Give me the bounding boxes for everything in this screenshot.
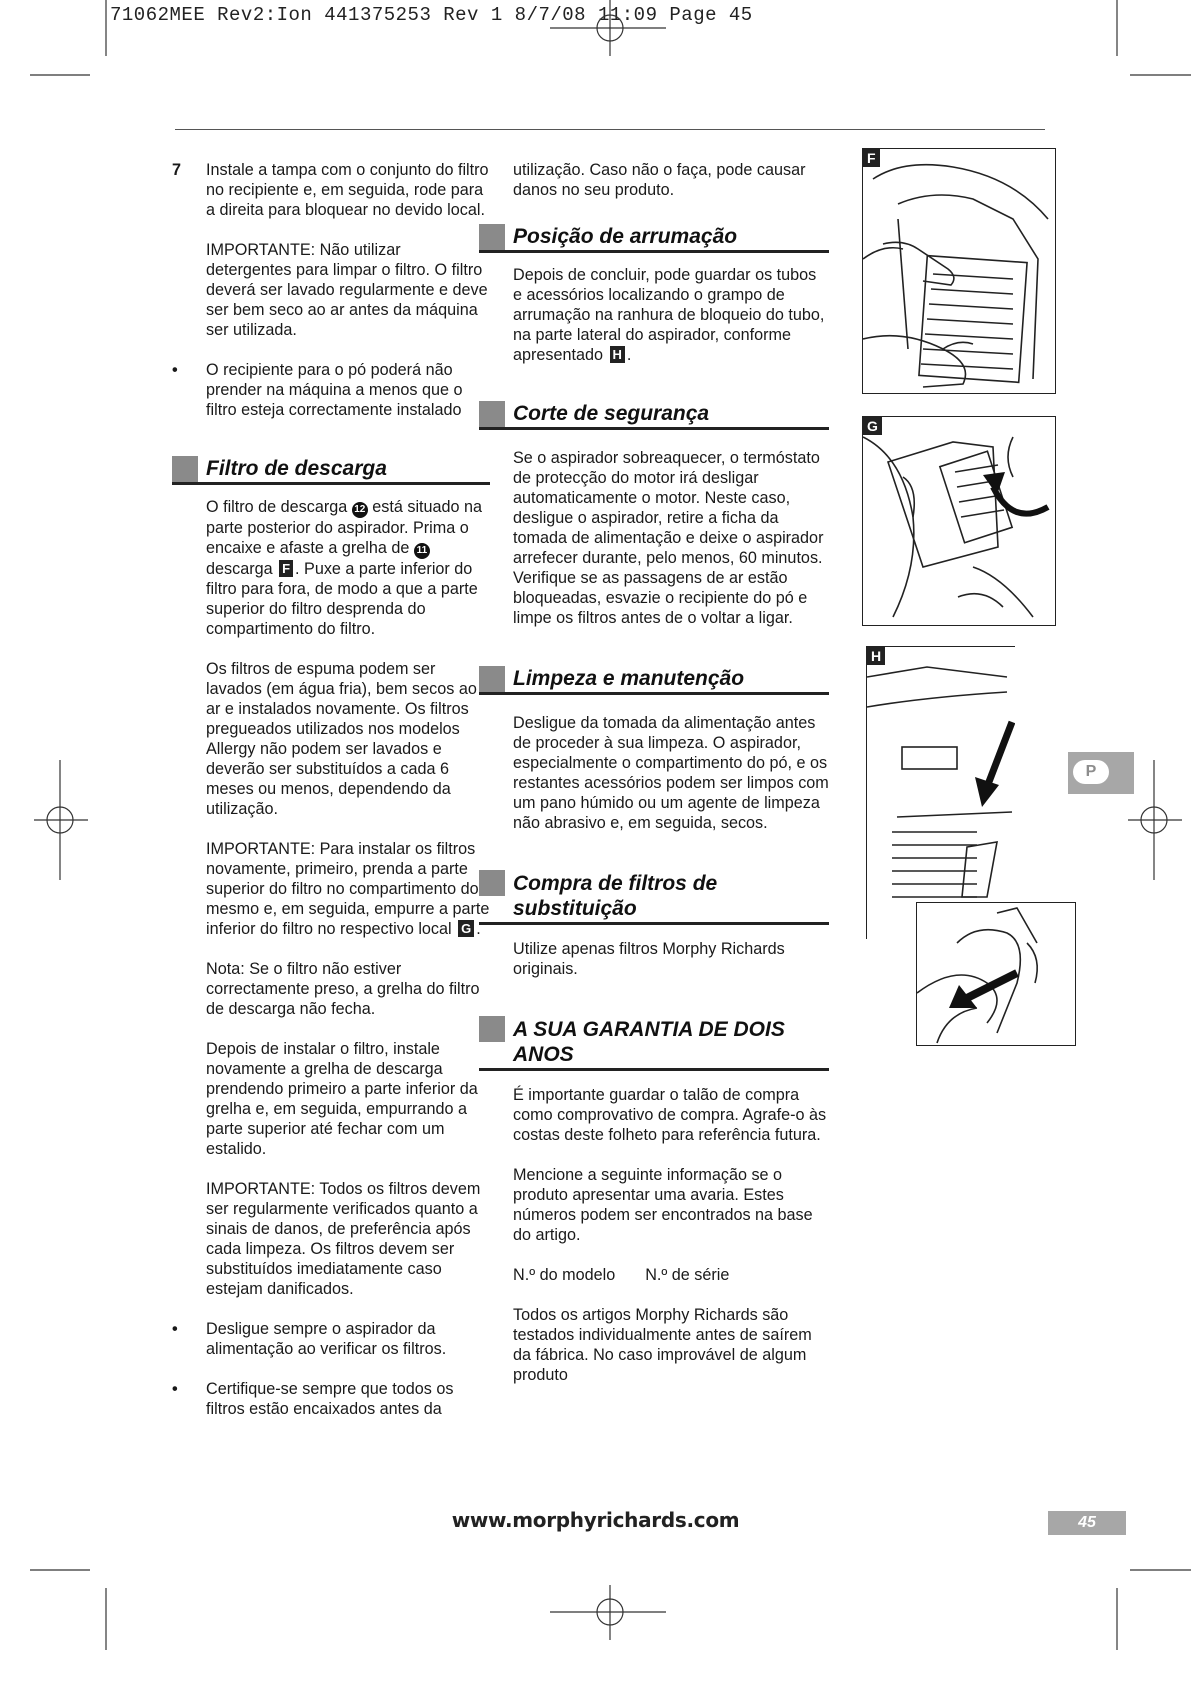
filtro-paragraph-6: IMPORTANTE: Todos os filtros devem ser regularmente verificados quanto a sinais de danos, de preferência após cada limpeza. Os filtros devem ser substituídos imediatamente caso estejam danificados. xyxy=(206,1180,481,1298)
heading-text: A SUA GARANTIA DE DOIS ANOS xyxy=(513,1018,785,1066)
filtro-paragraph-1 xyxy=(172,497,490,639)
corte-paragraph: Se o aspirador sobreaquecer, o termóstato de protecção do motor irá desligar automaticamente o motor. Neste caso, desligue o aspirador, retire a ficha da tomada de alimentação e deixe o aspirador arrefecer durante, pelo menos, 60 minutos. Verifique se as passagens de ar estão bloqueadas, esvazie o recipiente do pó e limpe os filtros antes de o voltar a ligar. xyxy=(513,449,824,627)
figure-g-label: G xyxy=(863,417,882,435)
compra-paragraph: Utilize apenas filtros Morphy Richards originais. xyxy=(513,940,785,978)
figure-h-label: H xyxy=(867,647,885,665)
figure-h xyxy=(866,646,1082,1046)
posicao-paragraph xyxy=(513,265,829,365)
heading-block xyxy=(479,666,505,692)
step-7 xyxy=(172,160,490,220)
figure-ref-f: F xyxy=(279,560,293,577)
text-run: . xyxy=(476,920,481,938)
figure-g xyxy=(862,416,1056,626)
figure-f-illustration xyxy=(863,149,1055,393)
text-run: IMPORTANTE: Para instalar os filtros novamente, primeiro, prenda a parte superior do filtro no compartimento do mesmo e, em seguida, empurre a parte inferior do filtro no respectivo local xyxy=(206,840,490,938)
heading-limpeza-e-manutencao xyxy=(479,664,829,695)
bullet-text: Certifique-se sempre que todos os filtros estão encaixados antes da xyxy=(206,1380,454,1418)
figure-h-illustration xyxy=(867,647,1015,939)
figure-f xyxy=(862,148,1056,394)
heading-text: Posição de arrumação xyxy=(513,225,738,248)
continuation-text: utilização. Caso não o faça, pode causar danos no seu produto. xyxy=(513,161,806,199)
footer-website: www.morphyrichards.com xyxy=(451,1508,740,1532)
column-left xyxy=(172,160,490,1439)
column-middle xyxy=(513,160,829,1405)
language-tab xyxy=(1068,752,1134,794)
bullet-mark: • xyxy=(172,1320,178,1338)
language-tab-label: P xyxy=(1073,760,1109,784)
step-7-text: Instale a tampa com o conjunto do filtro no recipiente e, em seguida, rode para a direita para bloquear no devido local. xyxy=(206,161,489,219)
bullet-item xyxy=(172,1379,490,1419)
number-12-icon: 12 xyxy=(352,502,368,518)
figure-ref-g: G xyxy=(458,920,474,937)
limpeza-paragraph: Desligue da tomada da alimentação antes de proceder à sua limpeza. O aspirador, especialmente o compartimento do pó, e os restantes acessórios podem ser limpos com um pano húmido ou um agente de limpeza não abrasivo e, em seguida, secos. xyxy=(513,714,829,832)
garantia-paragraph-3: Todos os artigos Morphy Richards são testados individualmente antes de saírem da fábrica. No caso improvável de algum produto xyxy=(513,1306,812,1384)
heading-corte-de-seguranca xyxy=(479,399,829,430)
printer-slug: 71062MEE Rev2:Ion 441375253 Rev 1 8/7/08 11:09 Page 45 xyxy=(110,4,753,26)
top-rule xyxy=(175,129,1045,130)
heading-filtro-de-descarga xyxy=(172,454,490,485)
page-number: 45 xyxy=(1048,1511,1126,1535)
heading-posicao-de-arrumacao xyxy=(479,222,829,253)
heading-text: Compra de filtros de substituição xyxy=(513,872,718,920)
heading-block xyxy=(479,1016,505,1042)
filtro-paragraph-2: Os filtros de espuma podem ser lavados (em água fria), bem secos ao ar e instalados novamente. Os filtros pregueados utilizados nos modelos Allergy não podem ser lavados e deverão ser substituídos a cada 6 meses ou menos, dependendo da utilização. xyxy=(206,660,477,818)
serial-number-label: N.º de série xyxy=(645,1266,730,1284)
heading-text: Filtro de descarga xyxy=(206,457,387,480)
model-serial-line xyxy=(513,1265,829,1285)
heading-text: Limpeza e manutenção xyxy=(513,667,745,690)
step-number: 7 xyxy=(172,161,182,179)
heading-text: Corte de segurança xyxy=(513,402,710,425)
figure-h-inset xyxy=(916,902,1076,1046)
heading-block xyxy=(479,224,505,250)
text-run: descarga xyxy=(206,560,278,578)
bullet-item xyxy=(172,360,490,420)
figure-h-main xyxy=(866,646,1015,939)
figure-ref-h: H xyxy=(610,346,625,363)
text-run: . Puxe a parte inferior do filtro para fora, de modo a que a parte superior do filtro desprenda do compartimento do filtro. xyxy=(206,560,478,638)
filtro-paragraph-3 xyxy=(172,839,490,939)
bullet-text: O recipiente para o pó poderá não prender na máquina a menos que o filtro esteja correctamente instalado xyxy=(206,361,463,419)
model-number-label: N.º do modelo xyxy=(513,1266,616,1284)
figure-f-label: F xyxy=(863,149,880,167)
garantia-paragraph-1: É importante guardar o talão de compra como comprovativo de compra. Agrafe-o às costas deste folheto para referência futura. xyxy=(513,1086,827,1144)
filtro-paragraph-5: Depois de instalar o filtro, instale novamente a grelha de descarga prendendo primeiro a parte inferior da grelha e, em seguida, empurrando a parte superior até fechar com um estalido. xyxy=(206,1040,478,1158)
bullet-mark: • xyxy=(172,1380,178,1398)
text-run: está situado na parte posterior do aspirador. Prima o encaixe e afaste a grelha de xyxy=(206,498,483,557)
number-11-icon: 11 xyxy=(414,543,430,559)
bullet-text: Desligue sempre o aspirador da alimentação ao verificar os filtros. xyxy=(206,1320,447,1358)
bullet-mark: • xyxy=(172,361,178,379)
heading-block xyxy=(479,401,505,427)
figure-g-illustration xyxy=(863,417,1055,625)
text-run: . xyxy=(626,346,632,364)
heading-compra-de-filtros xyxy=(479,869,829,925)
figure-h-inset-illustration xyxy=(917,903,1075,1045)
heading-garantia xyxy=(479,1015,829,1071)
important-note-1: IMPORTANTE: Não utilizar detergentes para limpar o filtro. O filtro deverá ser lavado regularmente e deve ser bem seco ao ar antes da máquina ser utilizada. xyxy=(206,241,488,339)
text-run: O filtro de descarga xyxy=(206,498,352,516)
filtro-paragraph-4: Nota: Se o filtro não estiver correctamente preso, a grelha do filtro de descarga não fecha. xyxy=(206,960,480,1018)
text-run: Depois de concluir, pode guardar os tubos e acessórios localizando o grampo de arrumação na ranhura de bloqueio do tubo, na parte lateral do aspirador, conforme apresentado xyxy=(513,266,825,364)
garantia-paragraph-2: Mencione a seguinte informação se o produto apresentar uma avaria. Estes números podem ser encontrados na base do artigo. xyxy=(513,1166,813,1244)
heading-block xyxy=(479,870,505,896)
bullet-item xyxy=(172,1319,490,1359)
heading-block xyxy=(172,456,198,482)
